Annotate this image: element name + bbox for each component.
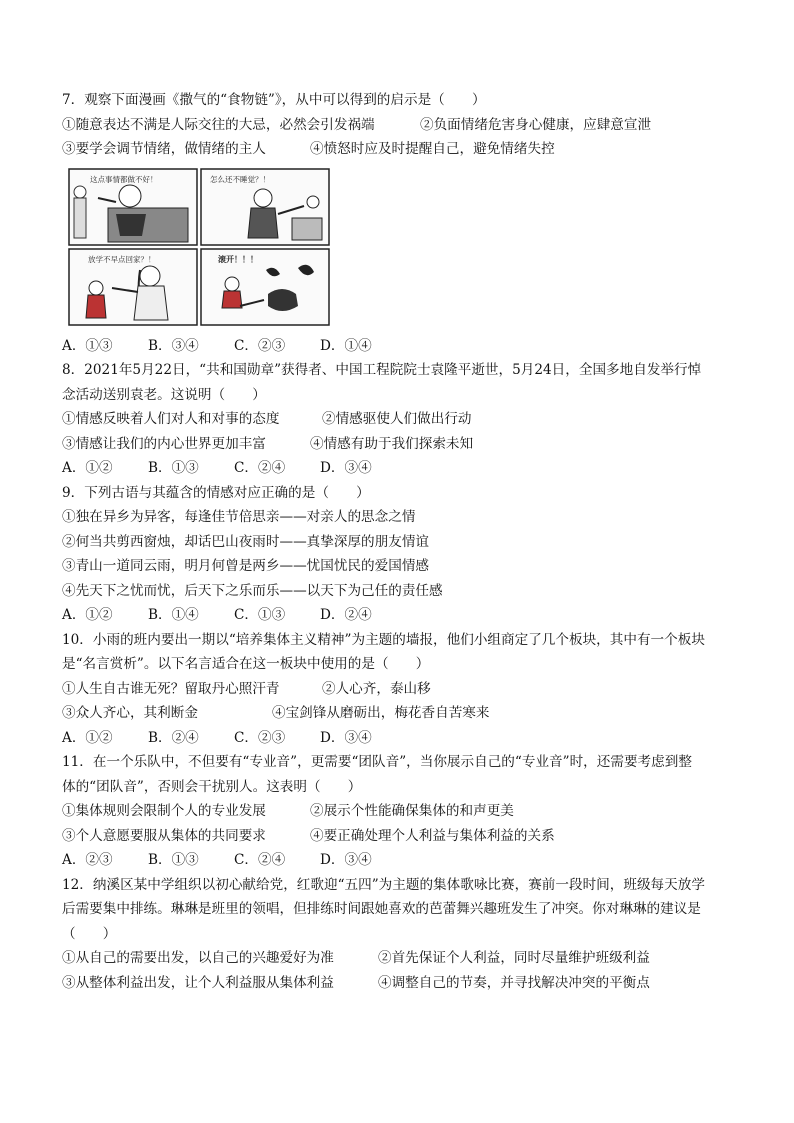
q10-option-3: ③众人齐心，其利断金 (62, 705, 198, 721)
q7-answers (62, 334, 742, 359)
q9-option-3: ③青山一道同云雨，明月何曾是两乡——忧国忧民的爱国情感 (62, 558, 430, 574)
q10-answer-c[interactable]: C．②③ (234, 729, 286, 746)
q10-answers (62, 726, 742, 751)
q7-answer-d[interactable]: D．①④ (320, 337, 372, 354)
question-7 (62, 88, 742, 358)
q11-option-2: ②展示个性能确保集体的和声更美 (310, 803, 514, 819)
q7-answer-b[interactable]: B．③④ (148, 337, 199, 354)
q12-option-4: ④调整自己的节奏，并寻找解决冲突的平衡点 (378, 974, 650, 991)
question-12 (62, 873, 742, 996)
q10-answer-d[interactable]: D．③④ (320, 729, 372, 746)
q7-answer-c[interactable]: C．②③ (234, 337, 286, 354)
q12-stem-line2: 后需要集中排练。琳琳是班里的领唱，但排练时间跟她喜欢的芭蕾舞兴趣班发生了冲突。你对琳琳的建议是 (62, 901, 701, 917)
comic-panel-1-text: 这点事情都做不好！ (90, 174, 158, 184)
q9-answer-d[interactable]: D．②④ (320, 607, 372, 623)
q12-option-1: ①从自己的需要出发，以自己的兴趣爱好为准 (62, 950, 334, 966)
q11-option-1: ①集体规则会限制个人的专业发展 (62, 803, 266, 819)
comic-panel-4-text: 滚开！！！ (218, 254, 258, 264)
q11-answer-d[interactable]: D．③④ (320, 852, 372, 868)
q11-options-row2 (62, 824, 742, 849)
q8-answer-b[interactable]: B．①③ (148, 460, 199, 476)
q11-options-row1 (62, 799, 742, 824)
q10-options-row1 (62, 677, 742, 702)
q8-option-1: ①情感反映着人们对人和对事的态度 (62, 411, 280, 427)
q12-option-3: ③从整体利益出发，让个人利益服从集体利益 (62, 974, 334, 991)
q8-option-4: ④情感有助于我们探索未知 (310, 435, 474, 452)
q12-options-row2 (62, 971, 742, 996)
q8-stem-line1: 8．2021年5月22日，“共和国勋章”获得者、中国工程院院士袁隆平逝世，5月24日，全国多地自发举行悼 (62, 362, 702, 378)
q11-answer-a[interactable]: A．②③ (62, 852, 113, 868)
comic-image (68, 168, 330, 326)
q8-options-row1 (62, 407, 742, 432)
q8-option-3: ③情感让我们的内心世界更加丰富 (62, 435, 266, 452)
q12-stem-line1: 12．纳溪区某中学组织以初心献给党，红歌迎“五四”为主题的集体歌咏比赛，赛前一段时间，班级每天放学 (62, 876, 705, 893)
question-8 (62, 358, 742, 481)
q11-option-3: ③个人意愿要服从集体的共同要求 (62, 827, 266, 844)
comic-panel-2-text: 怎么还不睡觉？！ (210, 174, 270, 184)
q10-options-row2 (62, 701, 742, 726)
exam-page (62, 88, 742, 995)
q12-stem-line3: （ ） (62, 925, 117, 942)
q10-option-2: ②人心齐，泰山移 (322, 680, 431, 697)
q12-options-row1 (62, 946, 742, 971)
q7-option-2: ②负面情绪危害身心健康，应肆意宣泄 (420, 116, 652, 133)
q10-option-4: ④宝剑锋从磨砺出，梅花香自苦寒来 (272, 705, 490, 721)
q9-option-1: ①独在异乡为异客，每逢佳节倍思亲——对亲人的思念之情 (62, 509, 416, 525)
q11-answer-b[interactable]: B．①③ (148, 852, 199, 868)
q9-option-2: ②何当共剪西窗烛，却话巴山夜雨时——真挚深厚的朋友情谊 (62, 533, 430, 550)
q9-stem: 9．下列古语与其蕴含的情感对应正确的是（ ） (62, 484, 370, 501)
q7-options-row2 (62, 137, 742, 162)
q8-answer-a[interactable]: A．①② (62, 460, 113, 476)
q11-option-4: ④要正确处理个人利益与集体利益的关系 (310, 827, 555, 844)
q9-answer-a[interactable]: A．①② (62, 607, 113, 623)
question-11 (62, 750, 742, 873)
q11-stem-line1: 11．在一个乐队中，不但要有“专业音”，更需要“团队音”，当你展示自己的“专业音”时，还需要考虑到整 (62, 754, 692, 770)
q8-answers (62, 456, 742, 481)
q10-stem-line1: 10．小雨的班内要出一期以“培养集体主义精神”为主题的墙报，他们小组商定了几个板块，其中有一个板块 (62, 631, 705, 648)
comic-figure-man-1 (74, 198, 86, 238)
q9-answers (62, 603, 742, 628)
q12-option-2: ②首先保证个人利益，同时尽量维护班级利益 (378, 950, 650, 966)
q9-answer-b[interactable]: B．①④ (148, 607, 199, 623)
q10-answer-b[interactable]: B．②④ (148, 729, 199, 746)
q9-option-4: ④先天下之忧而忧，后天下之乐而乐——以天下为己任的责任感 (62, 582, 443, 599)
question-9 (62, 481, 742, 628)
q11-answers (62, 848, 742, 873)
q8-answer-d[interactable]: D．③④ (320, 460, 372, 476)
q10-stem-line2: 是“名言赏析”。以下名言适合在这一板块中使用的是（ ） (62, 656, 430, 672)
q8-options-row2 (62, 432, 742, 457)
q11-stem-line2: 体的“团队音”，否则会干扰别人。这表明（ ） (62, 778, 362, 795)
q8-stem-line2: 念活动送别袁老。这说明（ ） (62, 386, 266, 403)
q7-options-row1 (62, 113, 742, 138)
q10-answer-a[interactable]: A．①② (62, 729, 113, 746)
q7-answer-a[interactable]: A．①③ (62, 337, 113, 354)
comic-illustration (68, 168, 330, 326)
q11-answer-c[interactable]: C．②④ (234, 852, 286, 868)
question-10 (62, 628, 742, 751)
q7-option-4: ④愤怒时应及时提醒自己，避免情绪失控 (310, 141, 555, 157)
comic-panel-3-text: 放学不早点回家？！ (88, 254, 156, 264)
q7-option-3: ③要学会调节情绪，做情绪的主人 (62, 141, 266, 157)
q9-answer-c[interactable]: C．①③ (234, 607, 286, 623)
q7-stem: 7．观察下面漫画《撒气的“食物链”》，从中可以得到的启示是（ ） (62, 92, 486, 108)
q8-answer-c[interactable]: C．②④ (234, 460, 286, 476)
comic-desk-2 (292, 218, 322, 240)
q10-option-1: ①人生自古谁无死？留取丹心照汗青 (62, 680, 280, 697)
q8-option-2: ②情感驱使人们做出行动 (322, 411, 472, 427)
q7-option-1: ①随意表达不满是人际交往的大忌，必然会引发祸端 (62, 116, 375, 133)
